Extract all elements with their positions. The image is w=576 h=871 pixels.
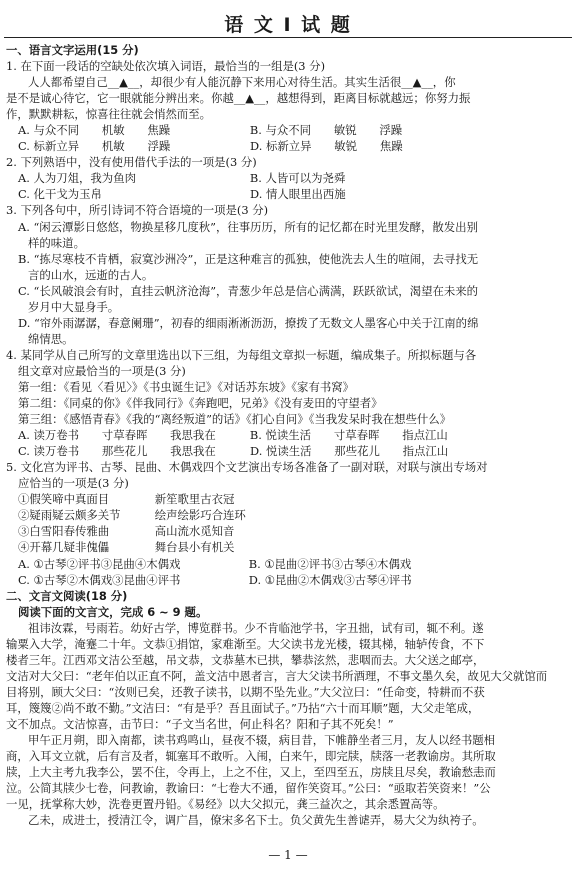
- text-line: C. 标新立异 机敏 浮躁 D. 标新立异 敏锐 焦躁: [18, 139, 403, 154]
- text-line: 人人都希望自己__▲__，却很少有人能沉静下来用心对待生活。其实生活很__▲__，你: [28, 75, 456, 90]
- text-line: 作，默默耕耘，惊喜往往就会悄然而至。: [6, 107, 212, 122]
- text-line: 甲午正月朔，即入南都，读书鸡鸣山，昼夜不辍，病目昔，下帷静坐者三月，友人以经书题相: [28, 733, 496, 748]
- text-line: B. “拣尽寒枝不肯栖，寂寞沙洲冷”，正是这种难言的孤独，使他洗去人生的喧闹，去寻找无: [18, 251, 479, 266]
- text-line: C. 化干戈为玉帛 D. 情人眼里出西施: [18, 187, 346, 202]
- text-line: 3. 下列各句中，所引诗词不符合语境的一项是(3 分): [6, 203, 269, 218]
- text-line: 1. 在下面一段话的空缺处依次填入词语，最恰当的一组是(3 分): [6, 59, 326, 74]
- text-line: 应恰当的一项是(3 分): [18, 476, 129, 491]
- exam-content: [6, 42, 572, 828]
- text-line: 耳，篾篾②尚不敢不勤。”文洁曰：“有是乎？吾且面试子。”乃拈“六十而耳顺”题，大父走笔成，: [6, 700, 480, 715]
- text-line: 样的味道。: [28, 235, 85, 250]
- text-line: 二、文言文阅读(18 分): [6, 588, 128, 603]
- text-line: 目将别，顾大父曰：“汝则已矣，还教子读书，以期不坠先业。”大父泣曰：“任命变，特耕而不获: [6, 684, 485, 699]
- text-line: 2. 下列熟语中，没有使用借代手法的一项是(3 分): [6, 155, 257, 170]
- text-line: 5. 文化宫为评书、古琴、昆曲、木偶戏四个文艺演出专场各准备了一副对联，对联与演出专场对: [6, 460, 488, 475]
- text-line: 文不加点。文洁惊喜，击节曰：“子文当名世，何止科名？阳和子其不死矣！”: [6, 716, 394, 731]
- text-line: A. ①古琴②评书③昆曲④木偶戏 B. ①昆曲②评书③古琴④木偶戏: [18, 556, 412, 571]
- text-line: 一、语言文字运用(15 分): [6, 43, 139, 57]
- text-line: 阅读下面的文言文，完成 6 ~ 9 题。: [18, 604, 208, 619]
- text-line: 言的山水，远逝的古人。: [28, 267, 154, 282]
- text-line: 一见，抚掌称大妙，洗卷更置丹铅。《易经》以大父拟元，龚三益次之，其余悉置高等。: [6, 797, 445, 812]
- text-line: 第一组：《看见〈看见〉》《书虫诞生记》《对话苏东坡》《家有书窝》: [18, 379, 355, 394]
- page-title: 语 文 Ⅰ 试 题: [224, 14, 352, 36]
- text-line: 第三组：《感悟青春》《我的“离经叛道”的话》《扪心自问》《当我发呆时我在想些什么》: [18, 412, 452, 427]
- text-line: C. 读万卷书 那些花儿 我思我在 D. 悦读生活 那些花儿 指点江山: [18, 444, 449, 459]
- text-line: 第二组：《同桌的你》《伴我同行》《奔跑吧，兄弟》《没有麦田的守望者》: [18, 396, 383, 411]
- text-line: ①假笑啼中真面目 新笙歌里古衣冠: [18, 492, 235, 507]
- text-line: 输粟入大学，淹蹇二十年。文恭①捐馆，家难渐至。大父读书龙光楼，辍其梯，轴轳传食，不下: [6, 636, 485, 651]
- text-line: A. “闲云潭影日悠悠，物换星移几度秋”，往事历历，所有的记忆都在时光里发酵，散发出别: [18, 219, 478, 234]
- text-line: 4. 某同学从自己所写的文章里选出以下三组，为每组文章拟一标题，编成集子。所拟标题与各: [6, 347, 477, 362]
- text-line: C. “长风破浪会有时，直挂云帆济沧海”，青葱少年总是信心满满，跃跃欲试，渴望在未来的: [18, 283, 479, 298]
- text-line: A. 人为刀俎，我为鱼肉 B. 人皆可以为尧舜: [18, 171, 346, 186]
- page-number: — 1 —: [268, 848, 308, 862]
- text-line: 商，入耳文立就，后有言及者，辄塞耳不敢听。入闱，白来午，即完牍，牍落一老教谕房。其所取: [6, 749, 496, 764]
- text-line: A. 读万卷书 寸草春晖 我思我在 B. 悦读生活 寸草春晖 指点江山: [18, 428, 448, 443]
- text-line: ③白雪阳春传雅曲 高山流水觅知音: [18, 524, 235, 539]
- text-line: 楼者三年。江西邓文洁公至越，吊文恭，文恭墓木已拱，攀恭泫然，悲咽而去。大父送之邮亭，: [6, 652, 485, 667]
- text-line: 是不是诚心待它，它一眼就能分辨出来。你越__▲__，越想得到，距离目标就越远；你努力振: [6, 91, 471, 106]
- text-line: 文洁对大父曰：“老年伯以正直不阿，盖文洁中恩者言，言大父读书所酒理，不事文墨久矣，故见大父就馆而: [6, 668, 548, 683]
- text-line: 岁月中大显身手。: [28, 299, 120, 314]
- title-rule: [4, 37, 572, 38]
- text-line: 乙未，成进士，授清江令，调广昌，僚宋多名下士。负父黄先生善谑弄，易大父为纨袴子。: [28, 813, 484, 828]
- text-line: D. “帘外雨潺潺，春意阑珊”，初春的细雨淅淅沥沥，撩拨了无数文人墨客心中关于江南的绵: [18, 315, 479, 330]
- text-line: 绵情思。: [28, 331, 74, 346]
- text-line: 组文章对应最恰当的一项是(3 分): [18, 363, 186, 378]
- text-line: 泣。公简其牍少七卷，问教谕，教谕曰：“七卷大不通，留作笑资耳。”公曰：“亟取若笑资来！”公: [6, 781, 491, 796]
- text-line: 祖讳汝霖，号雨若。幼好古学，博览群书。少不肯临池学书，字丑拙，试有司，辄不利。遂: [28, 620, 484, 635]
- text-line: C. ①古琴②木偶戏③昆曲④评书 D. ①昆曲②木偶戏③古琴④评书: [18, 572, 412, 587]
- text-line: 牍，上大主考九我李公，罢不住，令再上，上之不住，又上，至四至五，房牍且尽矣，教谕愁恚而: [6, 765, 496, 780]
- text-line: ②疑雨疑云颇多关节 绘声绘影巧合连环: [18, 508, 246, 523]
- text-line: A. 与众不同 机敏 焦躁 B. 与众不同 敏锐 浮躁: [18, 123, 403, 138]
- text-line: ④开幕几疑非傀儡 舞台县小有机关: [18, 540, 235, 555]
